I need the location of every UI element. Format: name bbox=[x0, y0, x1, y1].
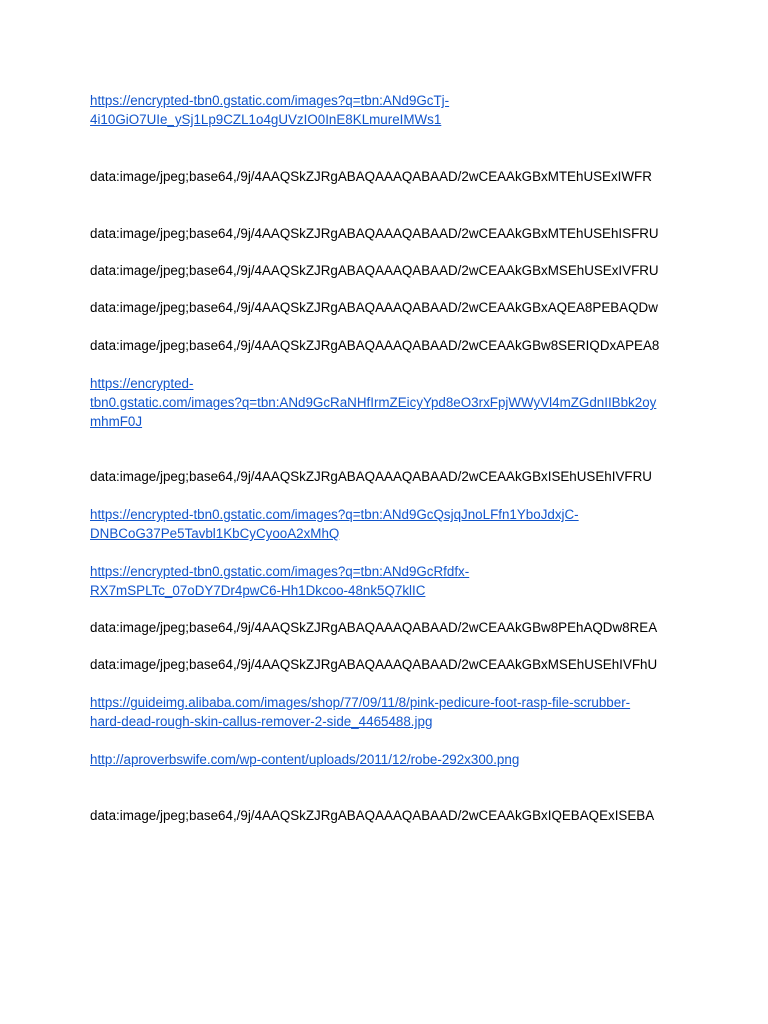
base64-image-data: data:image/jpeg;base64,/9j/4AAQSkZJRgABAQAAAQABAAD/2wCEAAkGBxMSEhUSExIVFRU bbox=[90, 263, 659, 278]
image-url-link[interactable]: https://guideimg.alibaba.com/images/shop/77/09/11/8/pink-pedicure-foot-rasp-file-scrubber- hard-dead-rough-skin-callus-remover-2-side_4465488.jpg bbox=[90, 695, 631, 729]
base64-image-data: data:image/jpeg;base64,/9j/4AAQSkZJRgABAQAAAQABAAD/2wCEAAkGBxAQEA8PEBAQDw bbox=[90, 300, 658, 315]
base64-image-data: data:image/jpeg;base64,/9j/4AAQSkZJRgABAQAAAQABAAD/2wCEAAkGBxIQEBAQExISEBA bbox=[90, 808, 655, 823]
base64-image-data: data:image/jpeg;base64,/9j/4AAQSkZJRgABAQAAAQABAAD/2wCEAAkGBxMTEhUSEhISFRU bbox=[90, 226, 659, 241]
image-url-link[interactable]: https://encrypted-tbn0.gstatic.com/images?q=tbn:ANd9GcTj- 4i10GiO7UIe_ySj1Lp9CZL1o4gUVzIO0InE8KLmureIMWs1 bbox=[90, 93, 450, 127]
base64-image-data: data:image/jpeg;base64,/9j/4AAQSkZJRgABAQAAAQABAAD/2wCEAAkGBxMSEhUSEhIVFhU bbox=[90, 657, 658, 672]
base64-image-data: data:image/jpeg;base64,/9j/4AAQSkZJRgABAQAAAQABAAD/2wCEAAkGBw8SERIQDxAPEA8 bbox=[90, 338, 660, 353]
image-url-link[interactable]: https://encrypted-tbn0.gstatic.com/images?q=tbn:ANd9GcQsjqJnoLFfn1YboJdxjC- DNBCoG37Pe5Tavbl1KbCyCyooA2xMhQ bbox=[90, 507, 579, 541]
base64-image-data: data:image/jpeg;base64,/9j/4AAQSkZJRgABAQAAAQABAAD/2wCEAAkGBxISEhUSEhIVFRU bbox=[90, 469, 652, 484]
image-url-link[interactable]: http://aproverbswife.com/wp-content/uploads/2011/12/robe-292x300.png bbox=[90, 752, 520, 767]
image-url-link[interactable]: https://encrypted- tbn0.gstatic.com/images?q=tbn:ANd9GcRaNHfIrmZEicyYpd8eO3rxFpjWWyVl4mZGdnIIBbk2oy mhmF0J bbox=[90, 376, 657, 429]
base64-image-data: data:image/jpeg;base64,/9j/4AAQSkZJRgABAQAAAQABAAD/2wCEAAkGBxMTEhUSExIWFR bbox=[90, 169, 652, 184]
base64-image-data: data:image/jpeg;base64,/9j/4AAQSkZJRgABAQAAAQABAAD/2wCEAAkGBw8PEhAQDw8REA bbox=[90, 620, 658, 635]
image-url-link[interactable]: https://encrypted-tbn0.gstatic.com/images?q=tbn:ANd9GcRfdfx- RX7mSPLTc_07oDY7Dr4pwC6-Hh1Dkcoo-48nk5Q7klIC bbox=[90, 564, 470, 598]
